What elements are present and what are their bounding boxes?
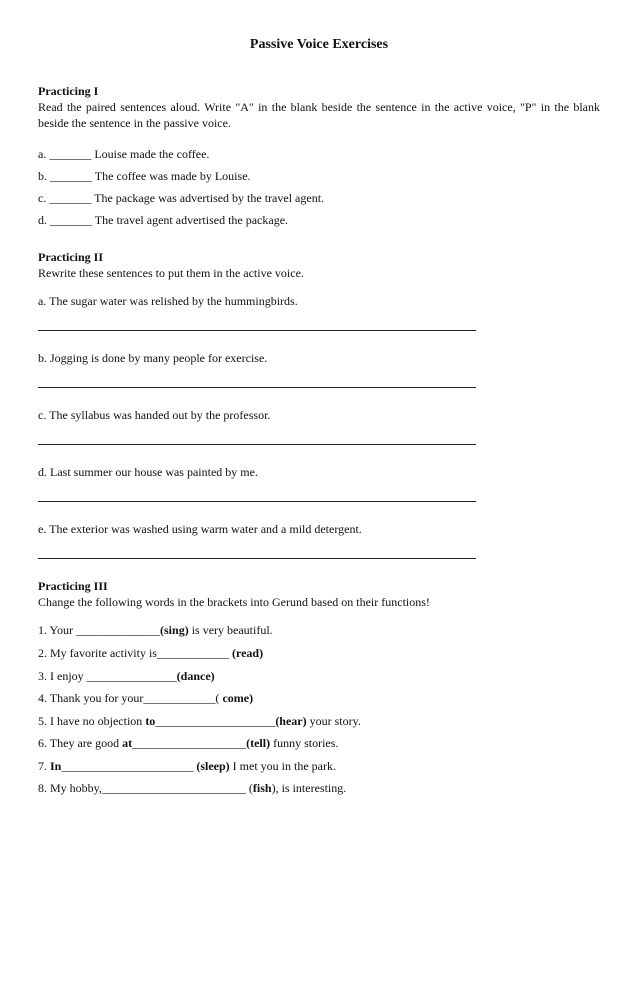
exercise-3-item-7: 7. In______________________ (sleep) I met you in the park. [38, 759, 336, 773]
exercise-3-item-6: 6. They are good at___________________(tell) funny stories. [38, 736, 339, 750]
exercise-3-item-5: 5. I have no objection to____________________(hear) your story. [38, 714, 361, 728]
section-2 [38, 249, 600, 281]
section-3 [38, 578, 600, 610]
exercise-2-item-c: c. The syllabus was handed out by the professor. [38, 408, 271, 422]
answer-line-d [38, 501, 476, 502]
answer-line-b [38, 387, 476, 388]
exercise-1-item-c: c. _______ The package was advertised by the travel agent. [38, 191, 325, 205]
exercise-2-item-e: e. The exterior was washed using warm water and a mild detergent. [38, 522, 362, 536]
exercise-3-item-4: 4. Thank you for your____________( come) [38, 691, 254, 705]
answer-line-c [38, 444, 476, 445]
section-1-heading: Practicing I [38, 84, 99, 98]
exercise-3-item-8: 8. My hobby,________________________ (fish), is interesting. [38, 781, 347, 795]
exercise-3-item-1: 1. Your ______________(sing) is very beautiful. [38, 623, 273, 637]
section-1-instruction: Read the paired sentences aloud. Write "A" in the blank beside the sentence in the active voice, "P" in the blank beside the sentence in the passive voice. [38, 100, 600, 130]
section-1 [38, 83, 600, 131]
exercise-1-item-b: b. _______ The coffee was made by Louise. [38, 169, 251, 183]
section-2-instruction: Rewrite these sentences to put them in the active voice. [38, 266, 304, 280]
exercise-1-item-a: a. _______ Louise made the coffee. [38, 147, 210, 161]
exercise-2-item-d: d. Last summer our house was painted by me. [38, 465, 258, 479]
exercise-2-item-b: b. Jogging is done by many people for exercise. [38, 351, 268, 365]
section-3-instruction: Change the following words in the brackets into Gerund based on their functions! [38, 595, 430, 609]
exercise-3-item-2: 2. My favorite activity is____________ (read) [38, 646, 264, 660]
exercise-2-item-a: a. The sugar water was relished by the hummingbirds. [38, 294, 298, 308]
section-3-heading: Practicing III [38, 579, 108, 593]
answer-line-e [38, 558, 476, 559]
exercise-1-item-d: d. _______ The travel agent advertised the package. [38, 213, 289, 227]
answer-line-a [38, 330, 476, 331]
section-2-heading: Practicing II [38, 250, 103, 264]
exercise-3-item-3: 3. I enjoy _______________(dance) [38, 669, 215, 683]
page-title: Passive Voice Exercises [249, 37, 389, 52]
